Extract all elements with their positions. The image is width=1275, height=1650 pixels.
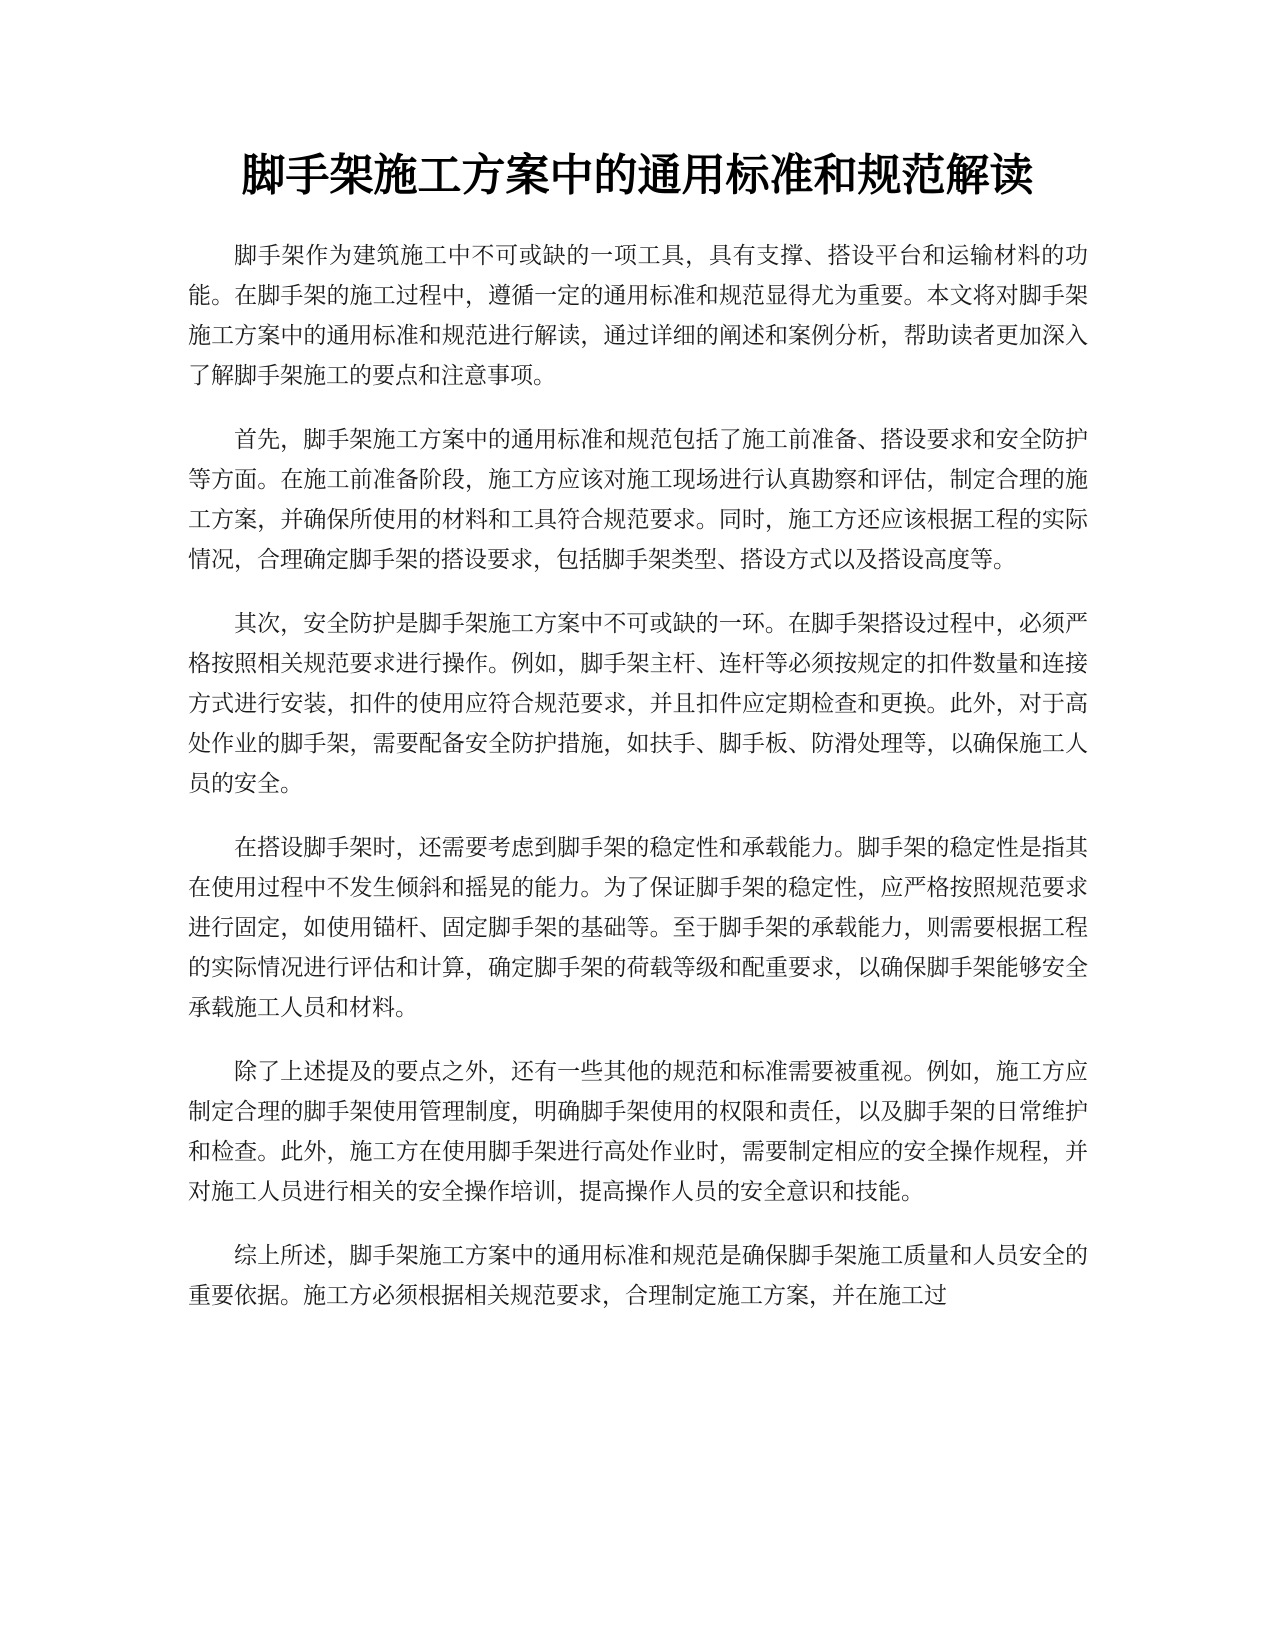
paragraph-management: 除了上述提及的要点之外，还有一些其他的规范和标准需要被重视。例如，施工方应制定合理的脚手架使用管理制度，明确脚手架使用的权限和责任，以及脚手架的日常维护和检查。此外，施工方在使用脚手架进行高处作业时，需要制定相应的安全操作规程，并对施工人员进行相关的安全操作培训，提高操作人员的安全意识和技能。 [188, 1059, 1088, 1205]
paragraph-safety: 其次，安全防护是脚手架施工方案中不可或缺的一环。在脚手架搭设过程中，必须严格按照相关规范要求进行操作。例如，脚手架主杆、连杆等必须按规定的扣件数量和连接方式进行安装，扣件的使用应符合规范要求，并且扣件应定期检查和更换。此外，对于高处作业的脚手架，需要配备安全防护措施，如扶手、脚手板、防滑处理等，以确保施工人员的安全。 [188, 611, 1088, 797]
paragraph-summary: 综上所述，脚手架施工方案中的通用标准和规范是确保脚手架施工质量和人员安全的重要依据。施工方必须根据相关规范要求，合理制定施工方案，并在施工过 [188, 1243, 1088, 1309]
paragraph-stability: 在搭设脚手架时，还需要考虑到脚手架的稳定性和承载能力。脚手架的稳定性是指其在使用过程中不发生倾斜和摇晃的能力。为了保证脚手架的稳定性，应严格按照规范要求进行固定，如使用锚杆、固定脚手架的基础等。至于脚手架的承载能力，则需要根据工程的实际情况进行评估和计算，确定脚手架的荷载等级和配重要求，以确保脚手架能够安全承载施工人员和材料。 [188, 835, 1088, 1021]
document-title: 脚手架施工方案中的通用标准和规范解读 [241, 150, 1034, 201]
paragraph-preparation: 首先，脚手架施工方案中的通用标准和规范包括了施工前准备、搭设要求和安全防护等方面。在施工前准备阶段，施工方应该对施工现场进行认真勘察和评估，制定合理的施工方案，并确保所使用的材料和工具符合规范要求。同时，施工方还应该根据工程的实际情况，合理确定脚手架的搭设要求，包括脚手架类型、搭设方式以及搭设高度等。 [188, 427, 1088, 573]
paragraph-intro: 脚手架作为建筑施工中不可或缺的一项工具，具有支撑、搭设平台和运输材料的功能。在脚手架的施工过程中，遵循一定的通用标准和规范显得尤为重要。本文将对脚手架施工方案中的通用标准和规范进行解读，通过详细的阐述和案例分析，帮助读者更加深入了解脚手架施工的要点和注意事项。 [188, 243, 1088, 389]
document-body [188, 236, 1088, 1340]
